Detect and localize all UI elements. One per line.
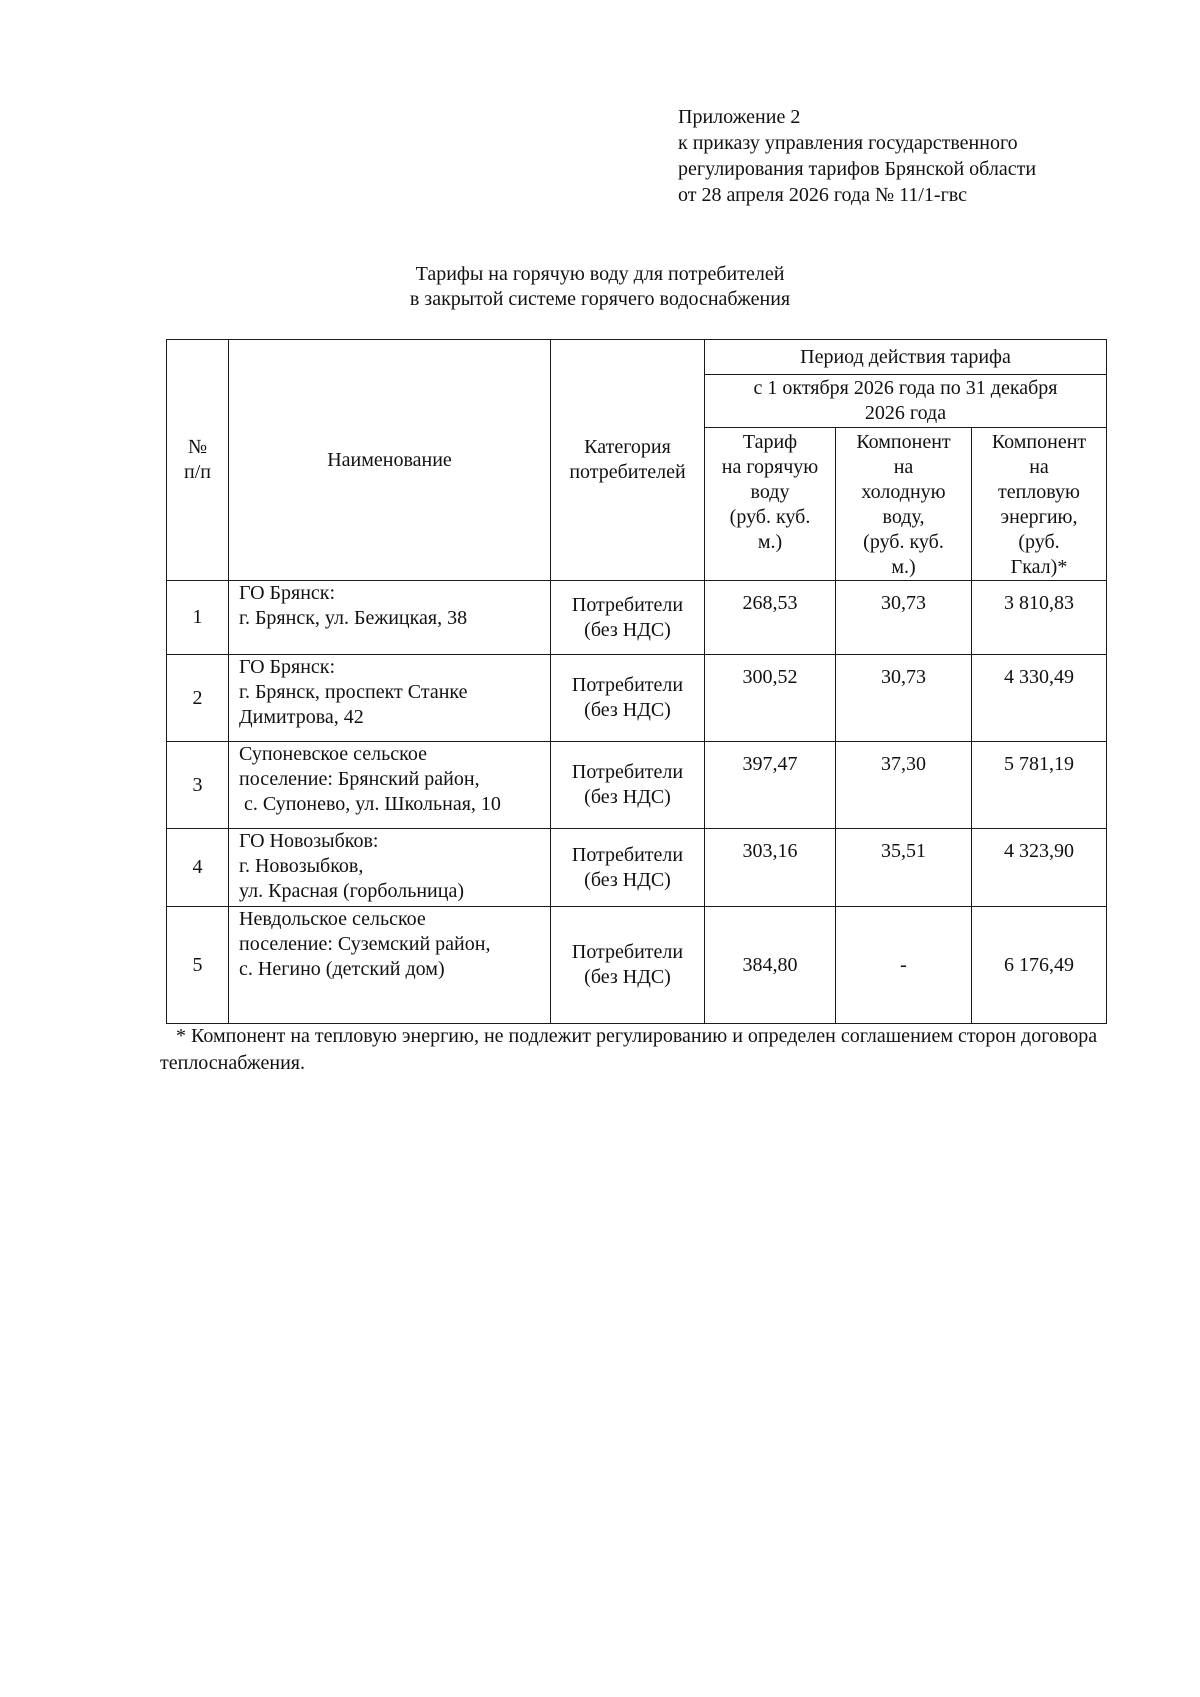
header-text: 2026 года — [864, 402, 947, 424]
row-num: 2 — [167, 655, 229, 742]
header-text: энергию, — [1000, 506, 1078, 528]
row-category — [551, 829, 705, 907]
title-line: в закрытой системе горячего водоснабжения — [409, 288, 791, 310]
table-row — [167, 829, 1107, 907]
name-line: ГО Брянск: — [239, 656, 336, 678]
header-text: (руб. куб. — [863, 531, 944, 553]
name-line: поселение: Суземский район, — [239, 933, 491, 955]
row-tariff: 268,53 — [705, 581, 836, 655]
row-heat: 4 330,49 — [972, 655, 1107, 742]
row-cold: - — [836, 907, 972, 1024]
row-name — [229, 581, 551, 655]
header-category — [551, 340, 705, 581]
row-num: 3 — [167, 742, 229, 829]
name-line: ул. Красная (горбольница) — [239, 880, 464, 902]
appendix-line: регулирования тарифов Брянской области — [678, 158, 1037, 180]
appendix-line: Приложение 2 — [678, 106, 801, 128]
row-num: 1 — [167, 581, 229, 655]
table-row — [167, 742, 1107, 829]
header-text: Компонент — [991, 431, 1087, 453]
row-cold: 35,51 — [836, 829, 972, 907]
header-period — [705, 340, 1107, 375]
header-text: на — [893, 456, 914, 478]
header-text: холодную — [861, 481, 946, 503]
header-num — [167, 340, 229, 581]
row-name — [229, 829, 551, 907]
row-tariff: 303,16 — [705, 829, 836, 907]
category-line: Потребители — [571, 593, 684, 616]
header-text: п/п — [184, 461, 211, 483]
row-category — [551, 655, 705, 742]
header-text: тепловую — [997, 481, 1080, 503]
table-row — [167, 907, 1107, 1024]
row-heat: 4 323,90 — [972, 829, 1107, 907]
header-tariff — [705, 428, 836, 581]
category-line: (без НДС) — [584, 618, 671, 641]
name-line: ГО Новозыбков: — [239, 830, 379, 852]
appendix-block — [678, 104, 1036, 208]
header-text: Период действия тарифа — [800, 345, 1011, 368]
name-line: Невдольское сельское — [239, 908, 426, 930]
header-text: Гкал)* — [1010, 556, 1068, 578]
tariff-table — [166, 339, 1107, 1024]
header-heat-energy — [972, 428, 1107, 581]
table-row — [167, 581, 1107, 655]
header-text: с 1 октября 2026 года по 31 декабря — [753, 377, 1058, 399]
name-line: г. Новозыбков, — [239, 855, 364, 877]
category-line: (без НДС) — [584, 699, 671, 721]
row-category — [551, 907, 705, 1024]
header-text: (руб. — [1018, 531, 1060, 553]
header-text: Тариф — [742, 431, 798, 453]
header-text: Наименование — [327, 448, 452, 471]
footnote: * Компонент на тепловую энергию, не подлежит регулированию и определен соглашением сторон договора теплоснабжения. — [160, 1025, 1098, 1074]
name-line: ГО Брянск: — [239, 582, 336, 604]
name-line: Димитрова, 42 — [239, 706, 364, 728]
appendix-line: к приказу управления государственного — [678, 132, 1018, 154]
header-text: № — [187, 436, 208, 458]
category-line: Потребители — [571, 843, 684, 866]
header-period-range — [705, 375, 1107, 428]
header-cold-water — [836, 428, 972, 581]
row-name — [229, 655, 551, 742]
category-line: Потребители — [571, 761, 684, 783]
row-cold: 37,30 — [836, 742, 972, 829]
category-line: (без НДС) — [584, 966, 671, 988]
header-text: на горячую — [721, 456, 819, 478]
header-text: Компонент — [856, 431, 951, 453]
row-num: 4 — [167, 829, 229, 907]
row-name — [229, 742, 551, 829]
header-name — [229, 340, 551, 581]
header-text: Категория — [584, 436, 671, 458]
name-line: г. Брянск, ул. Бежицкая, 38 — [239, 607, 468, 629]
header-text: (руб. куб. — [729, 506, 811, 528]
table-row — [167, 655, 1107, 742]
name-line: с. Супонево, ул. Школьная, 10 — [239, 793, 501, 815]
row-name — [229, 907, 551, 1024]
name-line: Супоневское сельское — [239, 743, 427, 765]
header-text: на — [1029, 456, 1049, 478]
row-tariff: 397,47 — [705, 742, 836, 829]
header-text: м.) — [757, 531, 783, 553]
row-tariff: 384,80 — [705, 907, 836, 1024]
header-text: воду, — [882, 506, 925, 528]
category-line: Потребители — [571, 941, 684, 963]
header-text: воду — [750, 481, 790, 503]
category-line: (без НДС) — [584, 868, 671, 891]
document-title — [300, 262, 900, 312]
title-line: Тарифы на горячую воду для потребителей — [415, 263, 785, 285]
row-heat: 3 810,83 — [972, 581, 1107, 655]
name-line: поселение: Брянский район, — [239, 768, 480, 790]
appendix-line: от 28 апреля 2026 года № 11/1-гвс — [678, 184, 967, 206]
category-line: (без НДС) — [584, 786, 671, 808]
row-heat: 6 176,49 — [972, 907, 1107, 1024]
row-cold: 30,73 — [836, 581, 972, 655]
row-num: 5 — [167, 907, 229, 1024]
row-category — [551, 581, 705, 655]
name-line: г. Брянск, проспект Станке — [239, 681, 468, 703]
header-text: м.) — [891, 556, 916, 578]
row-tariff: 300,52 — [705, 655, 836, 742]
row-heat: 5 781,19 — [972, 742, 1107, 829]
row-cold: 30,73 — [836, 655, 972, 742]
name-line: с. Негино (детский дом) — [239, 958, 445, 980]
header-text: потребителей — [569, 461, 686, 483]
category-line: Потребители — [571, 674, 684, 696]
row-category — [551, 742, 705, 829]
